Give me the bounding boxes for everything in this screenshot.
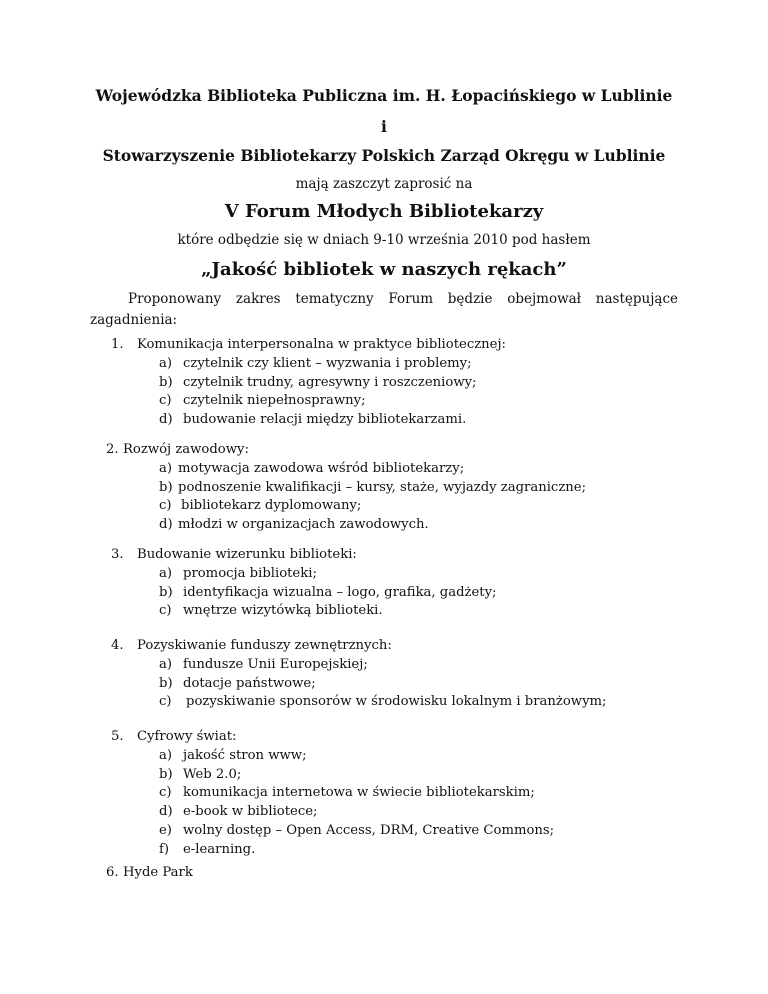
section-number: 2. [106,442,119,457]
list-item: podnoszenie kwalifikacji – kursy, staże, wyjazdy zagraniczne; [178,479,587,495]
organizer-association: Stowarzyszenie Bibliotekarzy Polskich Zarząd Okręgu w Lublinie [102,146,666,165]
list-item: jakość stron www; [183,747,307,763]
topic-section-3 [0,546,768,621]
list-item: promocja biblioteki; [183,565,317,581]
section-title: Budowanie wizerunku biblioteki: [137,547,357,562]
item-marker: c) [159,498,172,514]
item-marker: a) [159,747,173,763]
list-item: motywacja zawodowa wśród bibliotekarzy; [178,460,465,476]
list-item: bibliotekarz dyplomowany; [181,498,362,514]
item-marker: b) [159,479,173,495]
list-item: komunikacja internetowa w świecie bibliotekarskim; [183,785,535,801]
item-marker: d) [159,412,173,428]
list-item: czytelnik niepełnosprawny; [183,393,366,409]
section-number: 1. [111,337,124,352]
item-marker: c) [159,694,172,710]
list-item: wnętrze wizytówką biblioteki. [183,603,383,619]
item-marker: f) [159,841,170,857]
item-marker: d) [159,517,173,533]
list-item: pozyskiwanie sponsorów w środowisku lokalnym i branżowym; [186,694,607,710]
list-item: młodzi w organizacjach zawodowych. [178,517,429,533]
list-item: czytelnik trudny, agresywny i roszczeniowy; [183,374,477,390]
section-title: Pozyskiwanie funduszy zewnętrznych: [137,638,392,653]
list-item: dotacje państwowe; [183,675,316,691]
item-marker: c) [159,393,172,409]
item-marker: a) [159,355,173,371]
list-item: budowanie relacji między bibliotekarzami. [183,412,467,428]
event-title: V Forum Młodych Bibliotekarzy [224,201,544,222]
item-marker: b) [159,675,173,691]
item-marker: a) [159,460,173,476]
section-title: Hyde Park [123,865,193,880]
event-motto: „Jakość bibliotek w naszych rękach” [201,259,567,280]
section-title: Cyfrowy świat: [137,729,237,744]
list-item: fundusze Unii Europejskiej; [183,656,368,672]
intro-paragraph [90,289,678,331]
item-marker: c) [159,603,172,619]
item-marker: b) [159,374,173,390]
item-marker: a) [159,565,173,581]
list-item: identyfikacja wizualna – logo, grafika, gadżety; [183,584,497,600]
topic-section-4 [0,637,768,712]
section-title: Rozwój zawodowy: [123,442,249,457]
topic-section-6 [0,864,768,883]
list-item: czytelnik czy klient – wyzwania i problemy; [183,355,472,371]
event-date-text: które odbędzie się w dniach 9-10 września 2010 pod hasłem [177,232,591,248]
topic-section-5 [0,728,768,860]
invitation-text: mają zaszczyt zaprosić na [295,176,473,192]
item-marker: e) [159,822,172,838]
item-marker: a) [159,656,173,672]
section-number: 4. [111,638,124,653]
list-item: Web 2.0; [183,766,242,782]
item-marker: c) [159,785,172,801]
item-marker: d) [159,804,173,820]
item-marker: b) [159,766,173,782]
list-item: wolny dostęp – Open Access, DRM, Creative Commons; [183,822,555,838]
organizer-library: Wojewódzka Biblioteka Publiczna im. H. Łopacińskiego w Lublinie [95,86,673,105]
intro-line-1: Proponowany zakres tematyczny Forum będzie obejmował następujące [128,291,678,307]
list-item: e-learning. [183,841,256,857]
section-number: 6. [106,865,119,880]
conjunction: i [381,117,387,136]
topic-section-2 [0,441,768,535]
topic-section-1 [0,336,768,430]
section-number: 5. [111,729,124,744]
list-item: e-book w bibliotece; [183,804,318,820]
section-number: 3. [111,547,124,562]
section-title: Komunikacja interpersonalna w praktyce bibliotecznej: [137,337,506,352]
intro-line-2: zagadnienia: [90,312,178,328]
item-marker: b) [159,584,173,600]
